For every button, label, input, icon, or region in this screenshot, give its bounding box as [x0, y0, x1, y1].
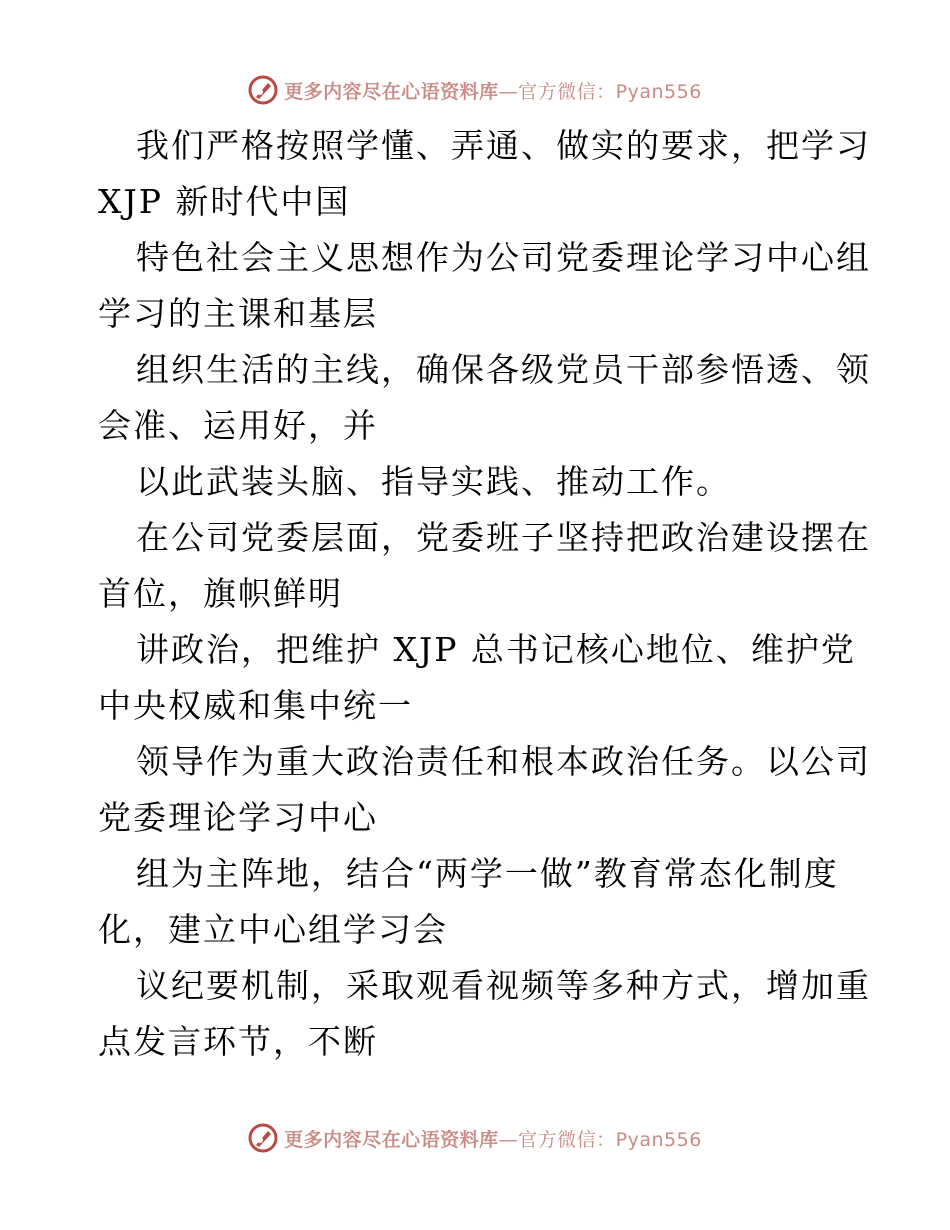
- text-line: 化，建立中心组学习会: [98, 910, 448, 949]
- watermark-logo-icon: [248, 75, 278, 105]
- watermark-text: 更多内容尽在心语资料库—官方微信：Pyan556: [284, 1128, 702, 1151]
- text-line: 点发言环节，不断: [98, 1022, 378, 1061]
- text-line: 首位，旗帜鲜明: [98, 574, 343, 613]
- text-line: 领导作为重大政治责任和根本政治任务。以公司: [136, 742, 871, 781]
- watermark-text: 更多内容尽在心语资料库—官方微信：Pyan556: [284, 80, 702, 103]
- watermark-logo-icon: [248, 1123, 278, 1153]
- header-watermark: [0, 70, 950, 110]
- text-line: 中央权威和集中统一: [98, 686, 413, 725]
- text-line: 在公司党委层面，党委班子坚持把政治建设摆在: [136, 518, 871, 557]
- text-line: XJP 新时代中国: [98, 182, 351, 221]
- text-line: 我们严格按照学懂、弄通、做实的要求，把学习: [136, 126, 871, 165]
- text-line: 会准、运用好，并: [98, 406, 378, 445]
- text-line: 特色社会主义思想作为公司党委理论学习中心组: [136, 238, 871, 277]
- text-line: 组织生活的主线，确保各级党员干部参悟透、领: [136, 350, 871, 389]
- footer-watermark: [0, 1118, 950, 1158]
- document-body: [98, 118, 871, 1070]
- text-line: 学习的主课和基层: [98, 294, 378, 333]
- text-line: 讲政治，把维护 XJP 总书记核心地位、维护党: [136, 630, 856, 669]
- text-line: 以此武装头脑、指导实践、推动工作。: [136, 462, 731, 501]
- text-line: 议纪要机制，采取观看视频等多种方式，增加重: [136, 966, 871, 1005]
- text-line: 组为主阵地，结合“两学一做”教育常态化制度: [136, 854, 839, 893]
- text-line: 党委理论学习中心: [98, 798, 378, 837]
